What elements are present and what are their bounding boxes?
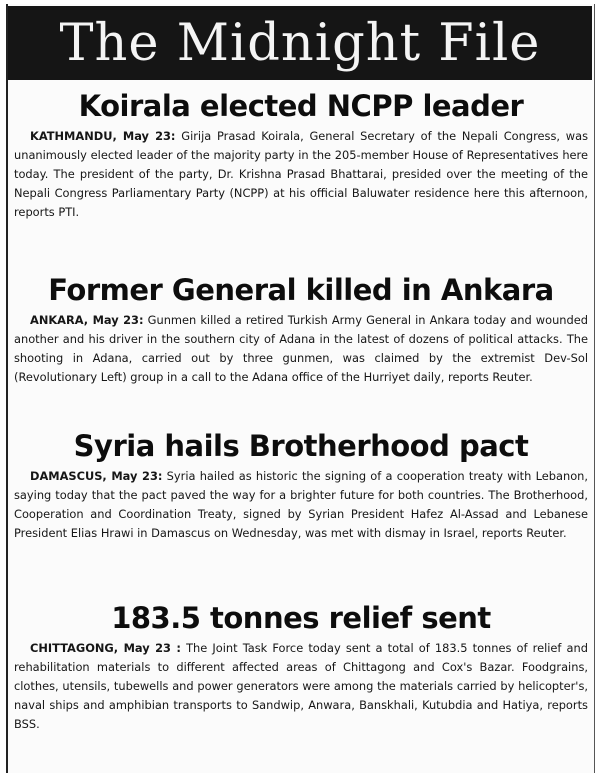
article-text: Girija Prasad Koirala, General Secretary of the Nepali Congress, was unanimously elected leader of the majority party in the 205-member House of Representatives here today. The president of the party, Dr. Krishna Prasad Bhattarai, presided over the meeting of the Nepali Congress Parliamentary Party (NCPP) at his official Baluwater residence here this afternoon, reports PTI. <box>14 129 589 219</box>
dateline: CHITTAGONG, May 23 : <box>30 641 181 655</box>
headline: Syria hails Brotherhood pact <box>73 429 529 463</box>
article-relief <box>14 601 588 734</box>
article-body <box>14 127 588 222</box>
article-text: The Joint Task Force today sent a total of 183.5 tonnes of relief and rehabilitation materials to different affected areas of Chittagong and Cox's Bazar. Foodgrains, clothes, utensils, tubewells and power generators were among the materials carried by helicopter's, naval ships and amphibian transports to Sandwip, Anwara, Banskhali, Kutubdia and Hatiya, reports BSS. <box>14 641 588 731</box>
article-body <box>14 467 588 543</box>
dateline: DAMASCUS, May 23: <box>30 469 163 483</box>
headline: Koirala elected NCPP leader <box>78 89 524 123</box>
article-koirala <box>14 89 589 222</box>
article-body <box>14 639 588 734</box>
dateline: ANKARA, May 23: <box>30 313 144 327</box>
article-text: Gunmen killed a retired Turkish Army General in Ankara today and wounded another and his driver in the southern city of Adana in the latest of dozens of political attacks. The shooting in Adana, carried out by three gunmen, was claimed by the extremist Dev-Sol (Revolutionary Left) group in a call to the Adana office of the Hurriyet daily, reports Reuter. <box>14 313 588 384</box>
section-title: The Midnight File <box>59 13 541 73</box>
article-syria <box>14 429 588 543</box>
article-body <box>14 311 588 387</box>
article-text: Syria hailed as historic the signing of a cooperation treaty with Lebanon, saying today that the pact paved the way for a brighter future for both countries. The Brotherhood, Cooperation and Coordination Treaty, signed by Syrian President Hafez Al-Assad and Lebanese President Elias Hrawi in Damascus on Wednesday, was met with dismay in Israel, reports Reuter. <box>14 469 588 540</box>
headline: 183.5 tonnes relief sent <box>111 601 491 635</box>
section-banner <box>8 6 592 80</box>
article-ankara <box>14 273 588 387</box>
headline: Former General killed in Ankara <box>48 273 554 307</box>
dateline: KATHMANDU, May 23: <box>30 129 176 143</box>
